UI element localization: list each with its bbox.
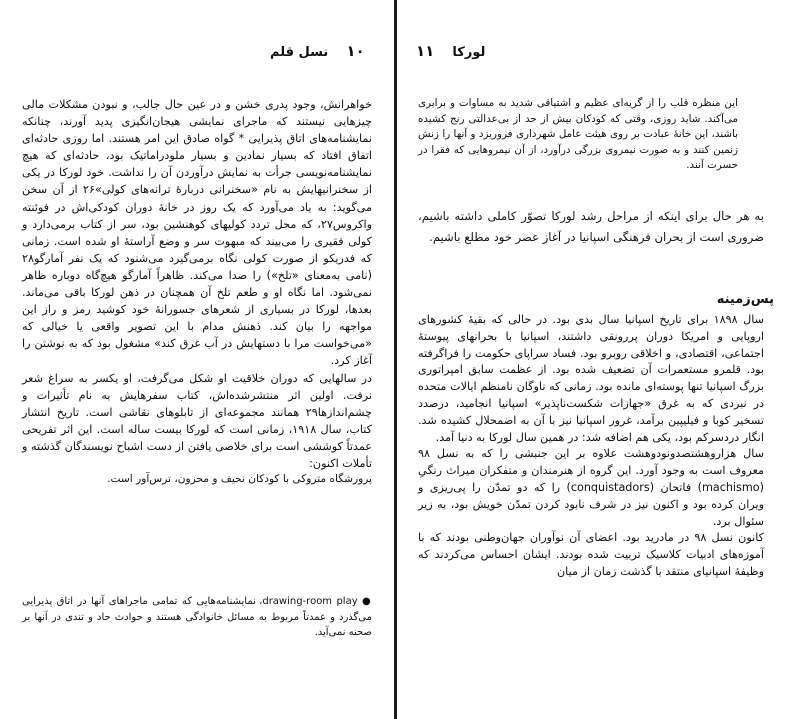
right-block-quote: این منظره قلب را از گریه‌ای عظیم و اشتیاقی شدید به مساوات و برابری می‌آکند. شاید روزی، وقتی که کودکان بیش از حد از بی‌عدالتی رنج کشیده باشند، این خانهٔ عبادت بر روی هیئت عامل شهرداری فروریزد و آنها را زنش زنمین کنند و به صورت نیمروی بزرگی درآورد، از آن نیمروهایی که فقرا در حسرت آنند. bbox=[418, 97, 738, 172]
footnote-bullet-icon: ● bbox=[362, 596, 372, 607]
left-page-body bbox=[22, 96, 372, 488]
left-page-running-title: نسل قلم bbox=[270, 45, 329, 60]
section-title: پس‌زمینه bbox=[716, 292, 774, 307]
right-intro-paragraph: به هر حال برای اینکه از مراحل رشد لورکا تصوّر کاملی داشته باشیم، ضروری است از بحران فرهنگی اسپانیا در آغاز عصر خود مطلع باشیم. bbox=[418, 209, 764, 244]
left-footnote bbox=[22, 594, 372, 641]
left-page-number: ۱۰ bbox=[346, 42, 365, 60]
right-page-number: ۱۱ bbox=[416, 42, 435, 60]
right-paragraph-1: سال ۱۸۹۸ برای تاریخ اسپانیا سال بدی بود. در حالی که بقیهٔ کشورهای اروپایی و امریکا دوران پررونقی داشتند، اسپانیا با بحرانهای پیوستهٔ اجتماعی، اقتصادی، و اخلاقی روبرو بود. فساد سراپای حکومت را فراگرفته بود. قلمرو مستعمرات آن تضعیف شده بود. از عظمت سابق امپراتوری بزرگ اسپانیا تنها پوسته‌ای مانده بود. زمانی که ناوگان نامنظم ایالات متحده در نبردی که به غرق «جهازات شکست‌ناپذیر» اسپانیا انجامید، درصدد تسخیر کوبا و فیلیپین برآمد، غرور اسپانیا نیز با آن به اضمحلال کشیده شد. انگار دردسرکم بود، یکی هم اضافه شد: در همین سال لورکا به دنیا آمد. bbox=[418, 313, 765, 444]
right-page-running-title: لورکا bbox=[452, 45, 486, 60]
book-gutter bbox=[394, 0, 397, 719]
right-page-body bbox=[418, 312, 764, 581]
right-page bbox=[398, 0, 792, 719]
right-paragraph-3: کانون نسل ۹۸ در مادرید بود. اعضای آن نوآوران جهان‌وطنی بودند که با آموزه‌های ادبیات کلاسیک تربیت شده بودند. ایشان احساس می‌کردند که وظیفهٔ اسپانیای منتقد با گذشت زمان از میان bbox=[418, 531, 764, 578]
right-page-header bbox=[416, 42, 485, 60]
left-paragraph-1: خواهرانش، وجود پدری خشن و در عین حال جالب، و نبودن مشکلات مالی چیزهایی نیستند که ماجرای نمایشی هیجان‌انگیزی پدید آورند، چنانکه نمایشنامه‌های اتاق پذیرایی * گواه صادق این امر هستند. اما روزی حادثه‌ای اتفاق افتاد که بسیار نمادین و بسیار ملودراماتیک بود، حادثه‌ای که هیچ نمایشنامه‌نویسی جرأت به نمایش درآوردن آن را نداشت. خود لورکا در یکی از سخنرانیهایش به نام «سخنرانی دربارهٔ ترانه‌های کولی»۲۶ از آن سخن می‌گوید: به یاد می‌آورد که یک روز در خانهٔ دوران کودکی‌اش در فوئنته واکروس۲۷، که محل تردد کولیهای کوهنشین بود، سر از کتاب برمی‌دارد و کولی فقیری را می‌بیند که مبهوت سر و وضع آراستهٔ او شده است. زمانی که فدریکو از صورت کولی نگاه برمی‌گیرد می‌شنود که یک نفر آمارگو۲۸ (نامی به‌معنای «تلخ») را صدا می‌کند. ظاهراً آمارگو هیچ‌گاه دوباره ظاهر نمی‌شود. اما نگاه او و طعم تلخ آن همچنان در ذهن لورکا باقی می‌ماند. بعدها، لورکا در بسیاری از شعرهای جسورانهٔ خود کوشید رمز و راز این مواجهه را بیان کند. ذهنش مدام با این تصویر واقعی یا خیالی که «می‌خواست مرا با دستهایش در آب غرق کند» مشغول بود که به نوشتن را آغاز کرد. bbox=[22, 98, 372, 368]
left-page-header bbox=[270, 42, 365, 60]
footnote-text: ، نمایشنامه‌هایی که تمامی ماجراهای آنها در اتاق پذیرایی می‌گذرد و عمدتاً مربوط به مسائل خانوادگی هستند و حوادث حاد و تندی در آنها بر صحنه نمی‌آید. bbox=[22, 596, 372, 638]
left-quote-line: پرورشگاه متروکی با کودکان نحیف و محزون، ترس‌آور است. bbox=[107, 473, 372, 486]
footnote-term: drawing-room play bbox=[262, 596, 358, 607]
left-page bbox=[0, 0, 394, 719]
right-paragraph-2: سال هزاروهشتصدونودوهشت علاوه بر این جنبشی را که به نسل ۹۸ معروف است به وجود آورد. این گروه از هنرمندان و متفکران میراث رنگیِ (machismo) فاتحان (conquistadors) را که دو تمدّن را پی‌ریزی و ویران کرده بود و اکنون نیز در شرف نابود کردن تمدّن خویش بود، به زیر سئوال برد. bbox=[418, 447, 764, 528]
left-paragraph-2: در سالهایی که دوران خلاقیت او شکل می‌گرفت، او یکسر به سراغ شعر نرفت. اولین اثر منتشرشده‌اش، کتاب سفرهایش به نام تأثیرات و چشم‌اندازها۲۹ همانند مجموعه‌ای از تابلوهای نقاشی است. تاریخ انتشار کتاب، سال ۱۹۱۸، زمانی است که لورکا بیست ساله است. این اثر تفریحی عمدتاً کوششی است برای خلاصی یافتن از دست اشباح نویسندگان گذشته و تأملات اکنون: bbox=[22, 371, 372, 470]
